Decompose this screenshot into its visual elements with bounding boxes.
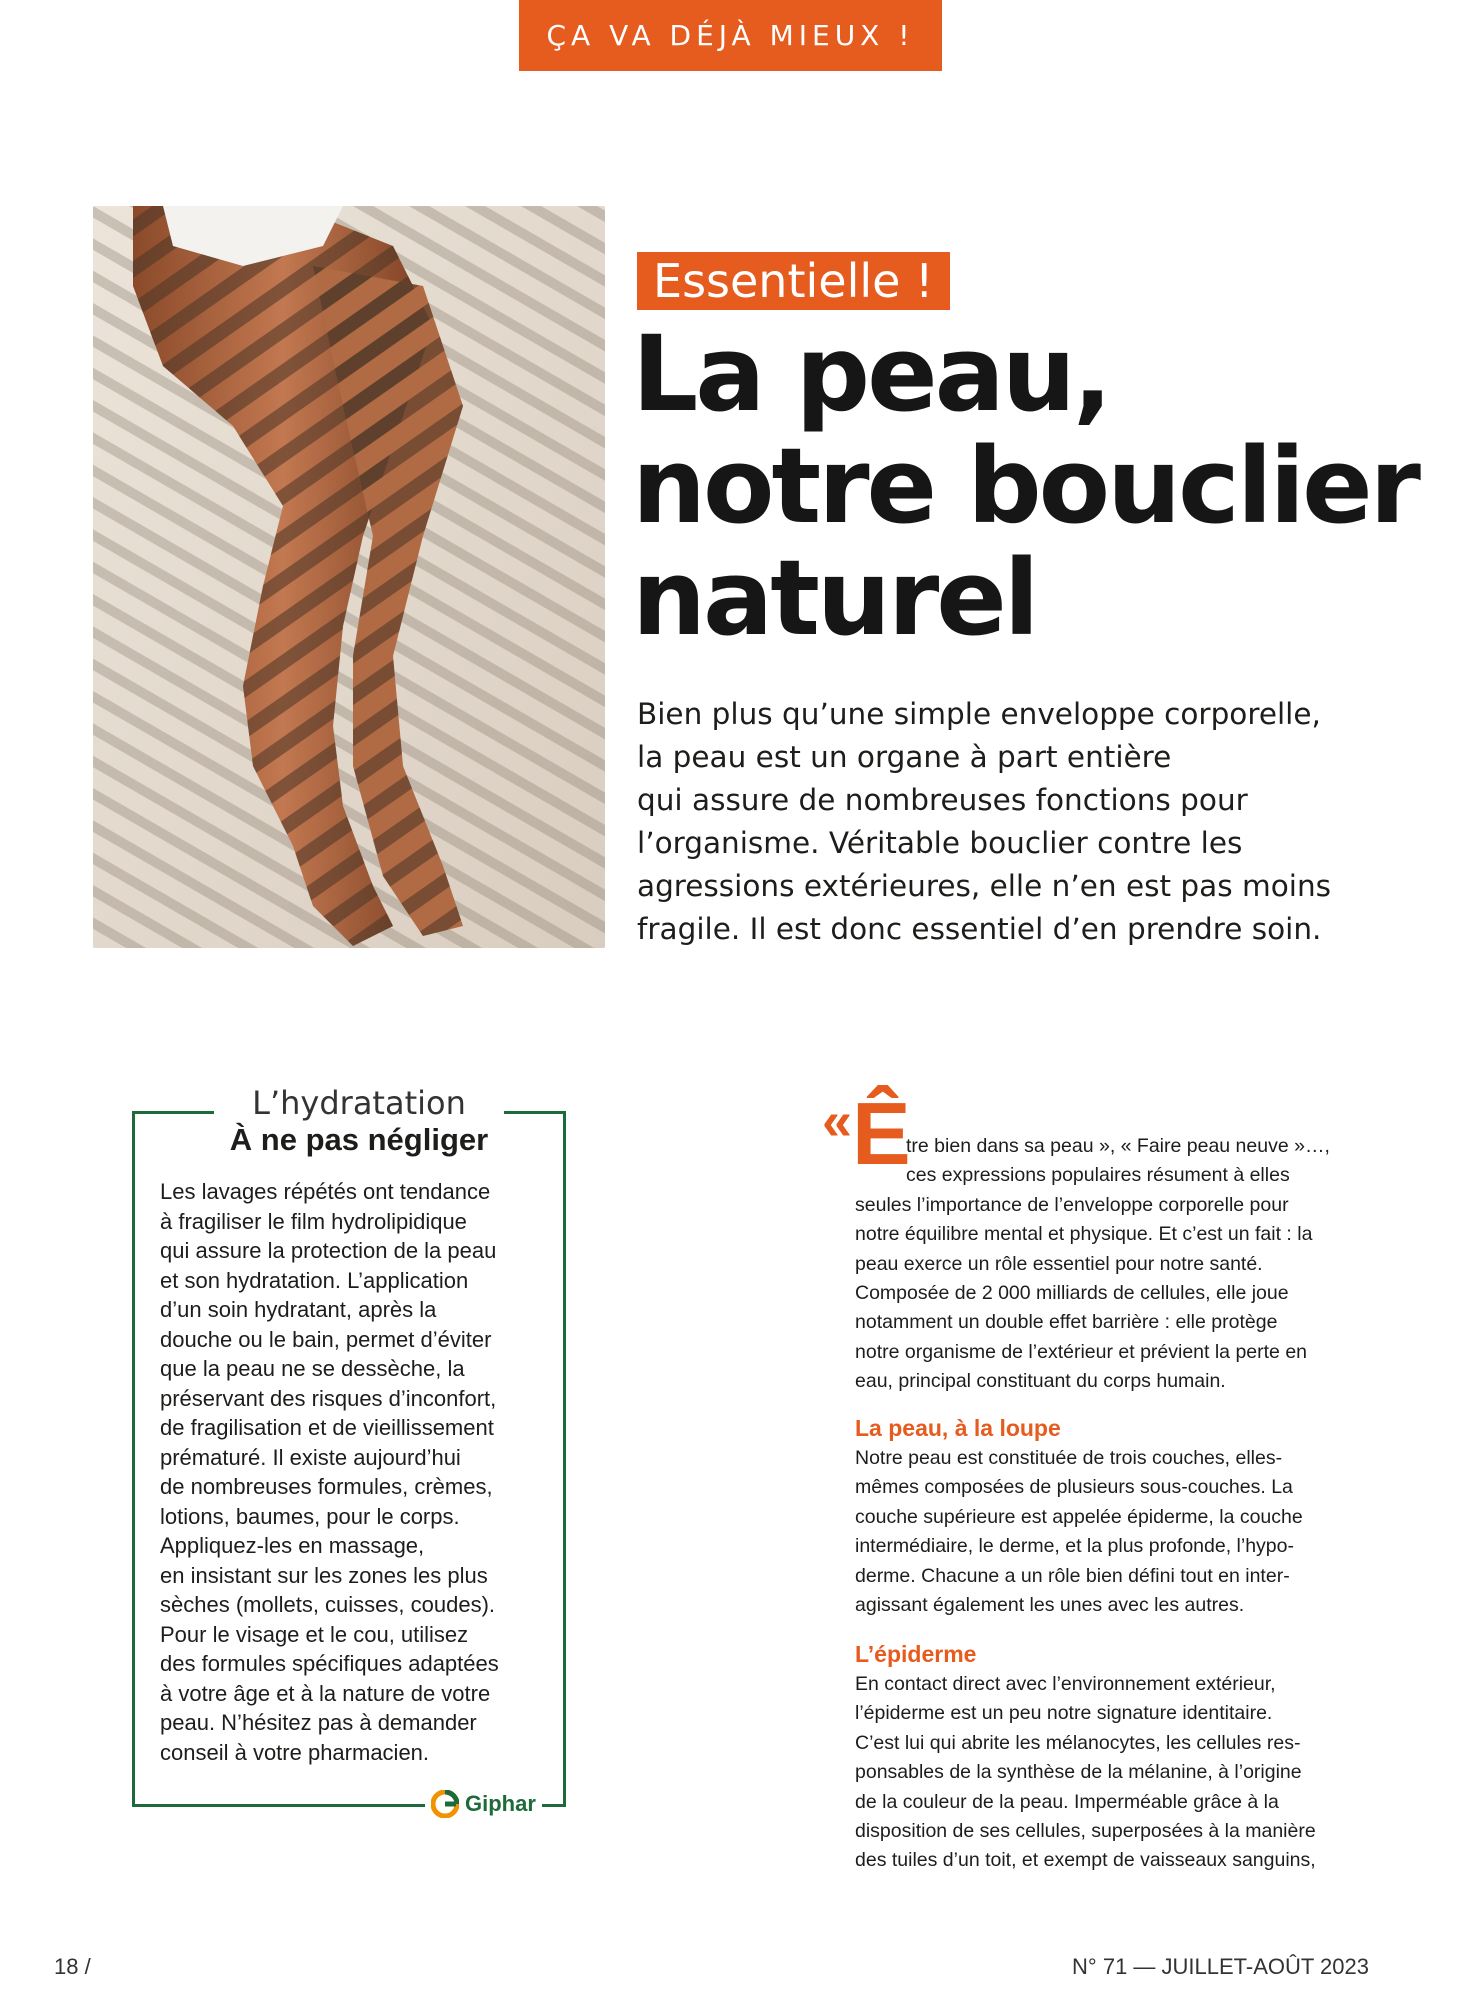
article-line: En contact direct avec l’environnement extérieur, [855,1673,1276,1695]
box-line: de fragilisation et de vieillissement [160,1415,494,1440]
section-heading-loupe: La peau, à la loupe [855,1415,1061,1441]
section-banner: ÇA VA DÉJÀ MIEUX ! [519,0,942,71]
title-line: La peau, [632,313,1110,435]
beach-legs-illustration [93,206,605,948]
box-line: préservant des risques d’inconfort, [160,1385,497,1411]
intro-line: la peau est un organe à part entière [637,740,1172,774]
box-line: Pour le visage et le cou, utilisez [160,1621,469,1647]
article-line: Composée de 2 000 milliards de cellules, elle joue [855,1282,1289,1305]
article-line: notre organisme de l’extérieur et prévient la perte en [855,1340,1308,1363]
box-line: Appliquez-les en massage, [160,1533,425,1558]
article-line: l’épiderme est un peu notre signature identitaire. [855,1702,1273,1725]
article-line: peau exerce un rôle essentiel pour notre santé. [855,1252,1263,1275]
giphar-logo [425,1790,542,1818]
intro-line: qui assure de nombreuses fonctions pour [637,783,1248,817]
article-intro-paragraph [855,1132,1375,1397]
hydration-box-header [214,1085,504,1159]
box-title: À ne pas négliger [229,1122,489,1157]
box-line: que la peau ne se dessèche, la [160,1356,465,1381]
box-line: lotions, baumes, pour le corps. [160,1503,460,1529]
box-line: qui assure la protection de la peau [160,1238,497,1263]
box-line: d’un soin hydratant, après la [160,1297,437,1322]
article-line: Notre peau est constituée de trois couches, elles- [855,1447,1283,1469]
dropcap-letter: Ê [852,1084,911,1183]
box-line: prématuré. Il existe aujourd’hui [160,1444,461,1470]
box-line: peau. N’hésitez pas à demander [160,1710,477,1735]
box-body [160,1177,560,1767]
article-line: derme. Chacune a un rôle bien défini tout en inter- [855,1564,1290,1587]
giphar-brand-name: Giphar [465,1791,536,1816]
article-line: ces expressions populaires résument à elles [906,1164,1290,1187]
article-line: tre bien dans sa peau », « Faire peau neuve »…, [906,1135,1330,1157]
box-line: conseil à votre pharmacien. [160,1739,430,1765]
kicker-label: Essentielle ! [637,252,950,310]
page-title [632,313,1432,659]
title-line: notre bouclier [632,425,1418,547]
hero-photo [93,206,605,948]
issue-info: N° 71 — JUILLET-AOÛT 2023 [1072,1954,1369,1979]
page-number: 18 / [54,1954,91,1979]
box-line: sèches (mollets, cuisses, coudes). [160,1592,496,1617]
article-line: notamment un double effet barrière : elle protège [855,1311,1278,1334]
article-line: des tuiles d’un toit, et exempt de vaisseaux sanguins, [855,1849,1316,1872]
opening-quote: « [822,1091,853,1151]
title-line: naturel [632,537,1037,659]
article-line: eau, principal constituant du corps humain. [855,1370,1226,1393]
box-line: des formules spécifiques adaptées [160,1651,499,1676]
intro-line: Bien plus qu’une simple enveloppe corporelle, [637,697,1321,731]
article-line: disposition de ses cellules, superposées à la manière [855,1820,1316,1843]
box-overtitle: L’hydratation [252,1084,466,1122]
box-line: en insistant sur les zones les plus [160,1562,488,1588]
article-line: agissant également les unes avec les autres. [855,1594,1245,1617]
intro-paragraph [637,693,1377,951]
article-line: de la couleur de la peau. Imperméable grâce à la [855,1790,1279,1813]
box-line: et son hydratation. L’application [160,1267,469,1293]
article-line: C’est lui qui abrite les mélanocytes, les cellules res- [855,1731,1301,1754]
intro-line: fragile. Il est donc essentiel d’en prendre soin. [637,912,1322,946]
article-paragraph-epiderme [855,1670,1375,1876]
box-line: douche ou le bain, permet d’éviter [160,1326,492,1352]
intro-line: agressions extérieures, elle n’en est pas moins [637,869,1332,903]
article-paragraph-loupe [855,1444,1375,1620]
article-line: ponsables de la synthèse de la mélanine, à l’origine [855,1761,1302,1784]
giphar-g-icon [431,1790,459,1818]
intro-line: l’organisme. Véritable bouclier contre les [637,826,1243,860]
section-heading-epiderme: L’épiderme [855,1641,977,1667]
article-line: seules l’importance de l’enveloppe corporelle pour [855,1193,1289,1216]
article-line: notre équilibre mental et physique. Et c’est un fait : la [855,1223,1313,1246]
box-line: à fragiliser le film hydrolipidique [160,1208,467,1234]
box-line: de nombreuses formules, crèmes, [160,1474,493,1499]
box-line: Les lavages répétés ont tendance [160,1179,491,1204]
article-line: intermédiaire, le derme, et la plus profonde, l’hypo- [855,1535,1294,1558]
article-line: couche supérieure est appelée épiderme, la couche [855,1505,1303,1528]
article-line: mêmes composées de plusieurs sous-couches. La [855,1476,1293,1499]
box-line: à votre âge et à la nature de votre [160,1680,491,1706]
